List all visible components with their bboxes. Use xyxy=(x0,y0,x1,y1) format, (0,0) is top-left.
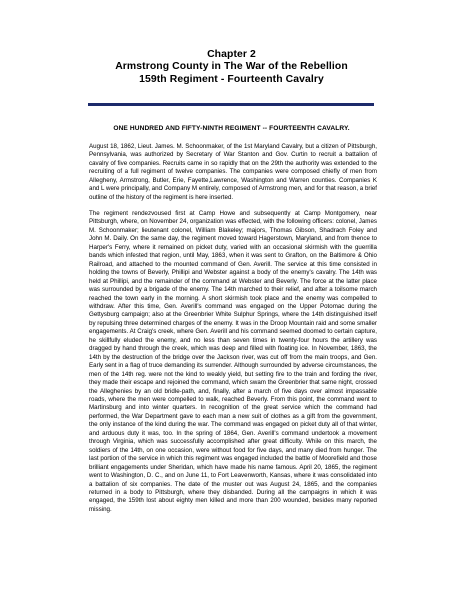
title-divider xyxy=(88,103,374,106)
chapter-label: Chapter 2 xyxy=(207,49,256,60)
body-paragraph-2: The regiment rendezvoused first at Camp Howe and subsequently at Camp Montgomery, near Pittsburgh, where, on November 24, organization was effected, with the following officers: colonel, James M. Schoonmaker; lieutenant colonel, William Blakeley; majors, Thomas Gibson, Shadrach Foley and John M. Daily. On the same day, the regiment moved toward Hagerstown, Maryland, and from thence to Harper's Ferry, where it remained on picket duty, varied with an occasional skirmish with the guerrilla bands which infested that region, until May, 1863, when it was sent to Grafton, on the Baltimore & Ohio Railroad, and attached to the mounted command of Gen. Averill. The service at this time consisted in holding the towns of Beverly, Phillipi and Webster against a body of the enemy's cavalry. The 14th was held at Phillipi, and the remainder of the command at Webster and Beverly. The force at the latter place was surrounded by a brigade of the enemy. The 14th marched to their relief, and after a toilsome march reached the town early in the morning. A short skirmish took place and the enemy was compelled to withdraw. After this time, Gen. Averill's command was engaged on the Upper Potomac during the Gettysburg campaign; also at the Greenbrier White Sulphur Springs, where the 14th distinguished itself by repulsing three determined charges of the enemy. It was in the Droop Mountain raid and some smaller engagements. At Craig's creek, where Gen. Averill and his command seemed doomed to certain capture, he skillfully eluded the enemy, and no less than seven times in twenty-four hours the artillery was dragged by hand through the creek, which was deep and filled with floating ice. In November, 1863, the 14th by the destruction of the bridge over the Jackson river, was cut off from the main troops, and Gen. Early sent in a flag of truce demanding its surrender. Although surrounded by adverse circumstances, the men of the 14th reg. were not the kind to weakly yield, but setting fire to the train and fording the river, they made their escape and rejoined the command, which swam the Greenbrier that same night, crossed the Alleghenies by an old bridle-path, and, finally, after a march of five days over almost impassable roads, where the men were compelled to walk, reached Beverly. From this point, the command went to Martinsburg and into winter quarters. In recognition of the great service which the command had performed, the War Department gave to each man a new suit of clothes as a gift from the government, the only instance of the kind during the war. The command was engaged on picket duty all of that winter, and arduous duty it was, too. In the spring of 1864, Gen. Averill's command undertook a movement through Virginia, which was successfully accomplished after great difficulty. While on this march, the soldiers of the 14th, on one occasion, were without food for five days, and many died from hunger. The last portion of the service in which this regiment was engaged included the battle of Moorefield and those brilliant engagements under Sheridan, which have made his name famous. April 20, 1865, the regiment went to Washington, D. C., and on June 11, to Fort Leavenworth, Kansas, where it was consolidated into a battalion of six companies. The date of the muster out was August 24, 1865, and the companies returned in a body to Pittsburgh, where they disbanded. During all the campaigns in which it was engaged, the 159th lost about eighty men killed and more than 200 wounded, besides many reported missing. xyxy=(89,210,377,513)
title-block xyxy=(0,49,463,86)
section-heading: ONE HUNDRED AND FIFTY-NINTH REGIMENT -- FOURTEENTH CAVALRY. xyxy=(113,125,350,132)
page-subtitle: 159th Regiment - Fourteenth Cavalry xyxy=(139,73,324,85)
page-title: Armstrong County in The War of the Rebellion xyxy=(115,61,348,73)
body-paragraph-1: August 18, 1862, Lieut. James. M. Schoonmaker, of the 1st Maryland Cavalry, but a citizen of Pittsburgh, Pennsylvania, was authorized by Secretary of War Stanton and Gov. Curtin to recruit a battalion of cavalry of five companies. Recruits came in so rapidly that on the 29th the authority was extended to the recruiting of a full regiment of twelve companies. The companies were composed chiefly of men from Allegheny, Armstrong, Butler, Erie, Fayette,Lawrence, Washington and Warren counties. Companies K and L were principally, and Company M entirely, composed of Armstrong men, and for that reason, a brief outline of the history of the regiment is here inserted. xyxy=(89,143,377,201)
